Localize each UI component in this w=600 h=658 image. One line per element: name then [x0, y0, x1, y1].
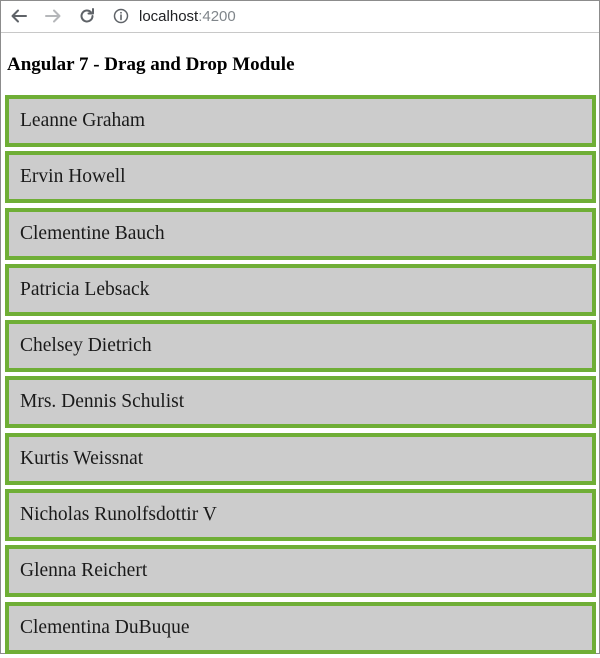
browser-toolbar	[1, 1, 599, 33]
list-item-clementine-bauch[interactable]: Clementine Bauch	[5, 208, 596, 260]
address-bar[interactable]	[113, 5, 413, 27]
url-host: localhost	[139, 7, 199, 25]
info-icon[interactable]	[113, 8, 129, 24]
list-item-chelsey-dietrich[interactable]: Chelsey Dietrich	[5, 320, 596, 372]
page-title: Angular 7 - Drag and Drop Module	[7, 54, 295, 75]
arrow-right-icon	[44, 7, 62, 25]
list-item-clementina-dubuque[interactable]: Clementina DuBuque	[5, 602, 596, 654]
list-item-glenna-reichert[interactable]: Glenna Reichert	[5, 545, 596, 597]
reload-icon	[78, 7, 96, 25]
url-port: :4200	[198, 7, 236, 25]
list-item-nicholas-runolfsdottir[interactable]: Nicholas Runolfsdottir V	[5, 489, 596, 541]
forward-button[interactable]	[41, 4, 65, 28]
list-item-patricia-lebsack[interactable]: Patricia Lebsack	[5, 264, 596, 316]
list-item-leanne-graham[interactable]: Leanne Graham	[5, 95, 596, 147]
arrow-left-icon	[10, 7, 28, 25]
reload-button[interactable]	[75, 4, 99, 28]
back-button[interactable]	[7, 4, 31, 28]
drag-drop-list	[5, 95, 596, 658]
list-item-ervin-howell[interactable]: Ervin Howell	[5, 151, 596, 203]
list-item-kurtis-weissnat[interactable]: Kurtis Weissnat	[5, 433, 596, 485]
list-item-dennis-schulist[interactable]: Mrs. Dennis Schulist	[5, 376, 596, 428]
